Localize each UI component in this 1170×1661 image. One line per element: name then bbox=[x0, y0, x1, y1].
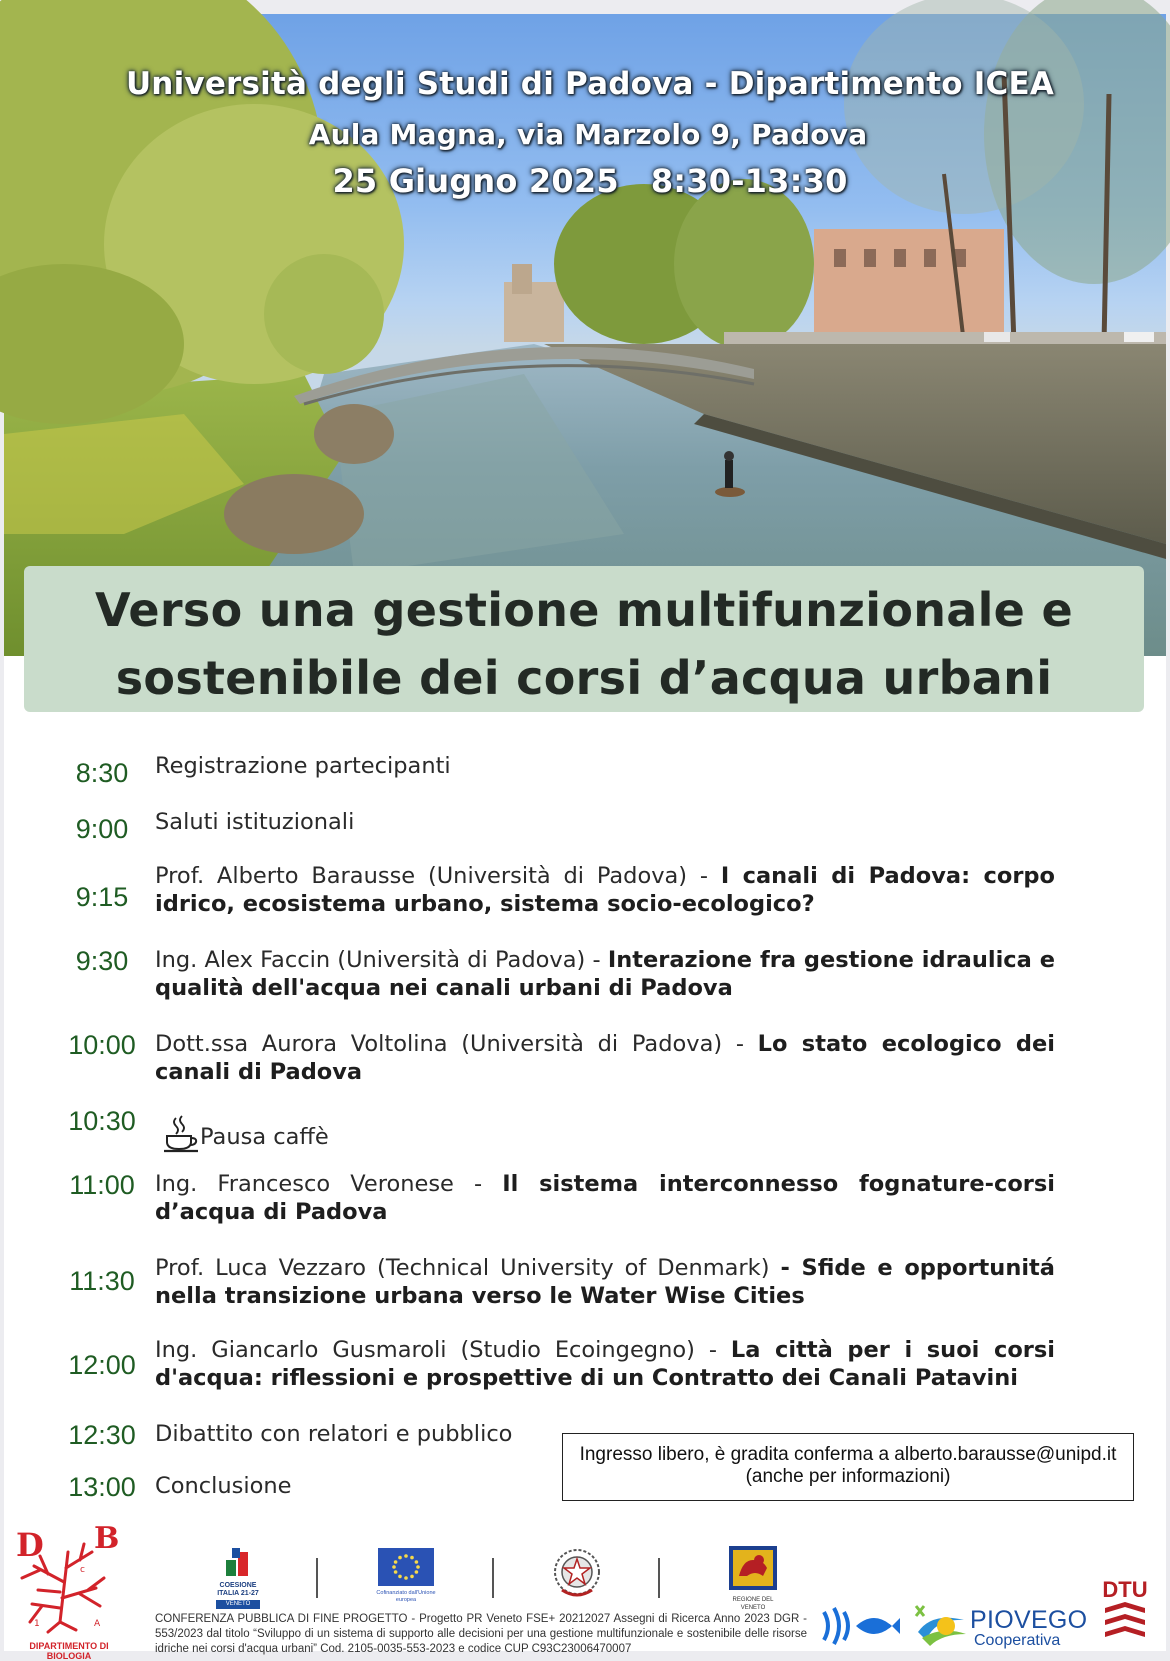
coesione-italia-icon bbox=[218, 1548, 258, 1578]
logo-divider bbox=[316, 1558, 318, 1598]
venue-address: Aula Magna, via Marzolo 9, Padova bbox=[308, 118, 868, 151]
svg-text:B: B bbox=[94, 1521, 120, 1556]
logo-divider bbox=[658, 1558, 660, 1598]
fish-waves-logo bbox=[822, 1604, 900, 1650]
italian-republic-emblem bbox=[550, 1546, 604, 1602]
piovego-logo-name: PIOVEGO bbox=[970, 1606, 1088, 1634]
programme-talk-title: La città per i suoi corsi d'acqua: riflessioni e prospettive di un Contratto dei Canali Patavini bbox=[155, 1337, 1055, 1391]
lion-of-saint-mark-icon bbox=[729, 1546, 777, 1590]
programme-speaker: Prof. Alberto Barausse (Università di Padova) - bbox=[155, 863, 721, 889]
venue-university: Università degli Studi di Padova - Dipartimento ICEA bbox=[125, 66, 1055, 102]
conference-title bbox=[24, 566, 1144, 712]
registration-info-box bbox=[562, 1433, 1134, 1501]
programme-description bbox=[155, 808, 1055, 836]
programme-speaker: Ing. Giancarlo Gusmaroli (Studio Ecoingegno) - bbox=[155, 1337, 731, 1363]
programme-speaker: Pausa caffè bbox=[200, 1124, 329, 1150]
dtu-logo-text: DTU bbox=[1102, 1577, 1148, 1602]
programme-talk-title: Lo stato ecologico dei canali di Padova bbox=[155, 1031, 1056, 1085]
event-date-time bbox=[4, 162, 1166, 200]
programme-speaker: Conclusione bbox=[155, 1473, 292, 1499]
programme-time: 12:30 bbox=[68, 1420, 136, 1450]
programme-time: 11:30 bbox=[69, 1266, 135, 1296]
svg-text:c: c bbox=[80, 1565, 85, 1575]
regione-veneto-logo bbox=[726, 1546, 780, 1611]
programme-speaker: Registrazione partecipanti bbox=[155, 753, 451, 779]
programme-speaker: Ing. Alex Faccin (Università di Padova) - bbox=[155, 947, 608, 973]
programme-time: 12:00 bbox=[68, 1350, 136, 1380]
title-line-1: Verso una gestione multifunzionale e bbox=[95, 583, 1073, 637]
event-time: 8:30-13:30 bbox=[650, 162, 848, 200]
coesione-logo-caption: COESIONE ITALIA 21-27 bbox=[217, 1582, 259, 1597]
programme-talk-title: - Sfide e opportunitá nella transizione urbana verso le Water Wise Cities bbox=[155, 1255, 1055, 1309]
fish-icon bbox=[822, 1604, 900, 1650]
biology-tree-icon bbox=[10, 1522, 128, 1634]
piovego-swoosh-icon bbox=[912, 1604, 968, 1650]
coesione-italia-logo bbox=[208, 1548, 268, 1610]
eu-flag-icon bbox=[378, 1548, 434, 1586]
dtu-logo bbox=[1100, 1578, 1150, 1650]
regione-logo-caption: REGIONE DEL VENETO bbox=[732, 1597, 774, 1611]
programme-talk-title: Il sistema interconnesso fognature-corsi d’acqua di Padova bbox=[155, 1171, 1055, 1225]
svg-text:A: A bbox=[94, 1619, 101, 1629]
event-date: 25 Giugno 2025 bbox=[332, 162, 619, 200]
coffee-cup-icon bbox=[162, 1114, 200, 1154]
logo-divider bbox=[492, 1558, 494, 1598]
republic-star-icon bbox=[550, 1546, 604, 1602]
registration-info-line: Ingresso libero, è gradita conferma a alberto.barausse@unipd.it bbox=[579, 1444, 1117, 1465]
eu-cofunded-logo bbox=[376, 1548, 436, 1608]
programme-description bbox=[155, 1030, 1055, 1086]
canal-scene-illustration bbox=[4, 14, 1166, 656]
programme-time: 9:00 bbox=[75, 814, 129, 844]
biology-logo-caption: DIPARTIMENTO DI BIOLOGIA bbox=[29, 1641, 109, 1661]
eu-logo-caption: Cofinanziato dall'Unione europea bbox=[376, 1590, 436, 1603]
svg-text:D: D bbox=[16, 1526, 44, 1564]
canal-photo bbox=[4, 14, 1166, 656]
programme-speaker: Saluti istituzionali bbox=[155, 809, 355, 835]
programme-time: 9:15 bbox=[75, 882, 129, 912]
programme-time: 10:00 bbox=[68, 1030, 136, 1060]
programme-time: 11:00 bbox=[69, 1170, 135, 1200]
registration-info-note: (anche per informazioni) bbox=[745, 1466, 951, 1487]
programme-speaker: Dibattito con relatori e pubblico bbox=[155, 1421, 513, 1447]
piovego-logo-subtitle: Cooperativa bbox=[974, 1632, 1061, 1649]
programme-description bbox=[155, 1336, 1055, 1392]
programme-speaker: Ing. Francesco Veronese - bbox=[155, 1171, 503, 1197]
svg-text:1: 1 bbox=[34, 1619, 40, 1629]
programme-description bbox=[155, 946, 1055, 1002]
programme-time: 13:00 bbox=[68, 1472, 136, 1502]
title-line-2: sostenibile dei corsi d’acqua urbani bbox=[115, 651, 1053, 705]
programme-description bbox=[155, 1254, 1055, 1310]
programme-speaker: Prof. Luca Vezzaro (Technical University of Denmark) bbox=[155, 1255, 781, 1281]
piovego-cooperativa-logo bbox=[912, 1604, 1088, 1650]
project-fine-print: CONFERENZA PUBBLICA DI FINE PROGETTO - Progetto PR Veneto FSE+ 20212027 Assegni di Ricerca Anno 2023 DGR - 553/2023 dal titolo “Sviluppo di un sistema di supporto alle decisioni per una gestione multifunzionale e sostenibile delle risorse idriche nei corsi d'acqua urbani” Cod. 2105-0035-553-2023 e codice CUP C93C23006470007 bbox=[155, 1613, 807, 1655]
programme-talk-title: Interazione fra gestione idraulica e qualità dell'acqua nei canali urbani di Padova bbox=[155, 947, 1055, 1001]
programme-description bbox=[155, 752, 1055, 780]
programme-description bbox=[155, 862, 1055, 918]
programme-speaker: Dott.ssa Aurora Voltolina (Università di Padova) - bbox=[155, 1031, 758, 1057]
programme-time: 10:30 bbox=[68, 1106, 136, 1136]
programme-time: 8:30 bbox=[75, 758, 129, 788]
programme-talk-title: I canali di Padova: corpo idrico, ecosistema urbano, sistema socio-ecologico? bbox=[155, 863, 1055, 917]
programme-description bbox=[155, 1170, 1055, 1226]
event-poster bbox=[4, 14, 1166, 1661]
programme-time: 9:30 bbox=[75, 946, 129, 976]
coesione-logo-region: VENETO bbox=[216, 1600, 260, 1609]
dtu-stripes-icon bbox=[1103, 1602, 1147, 1644]
programme-description bbox=[162, 1114, 1062, 1154]
department-biology-logo bbox=[10, 1521, 128, 1661]
